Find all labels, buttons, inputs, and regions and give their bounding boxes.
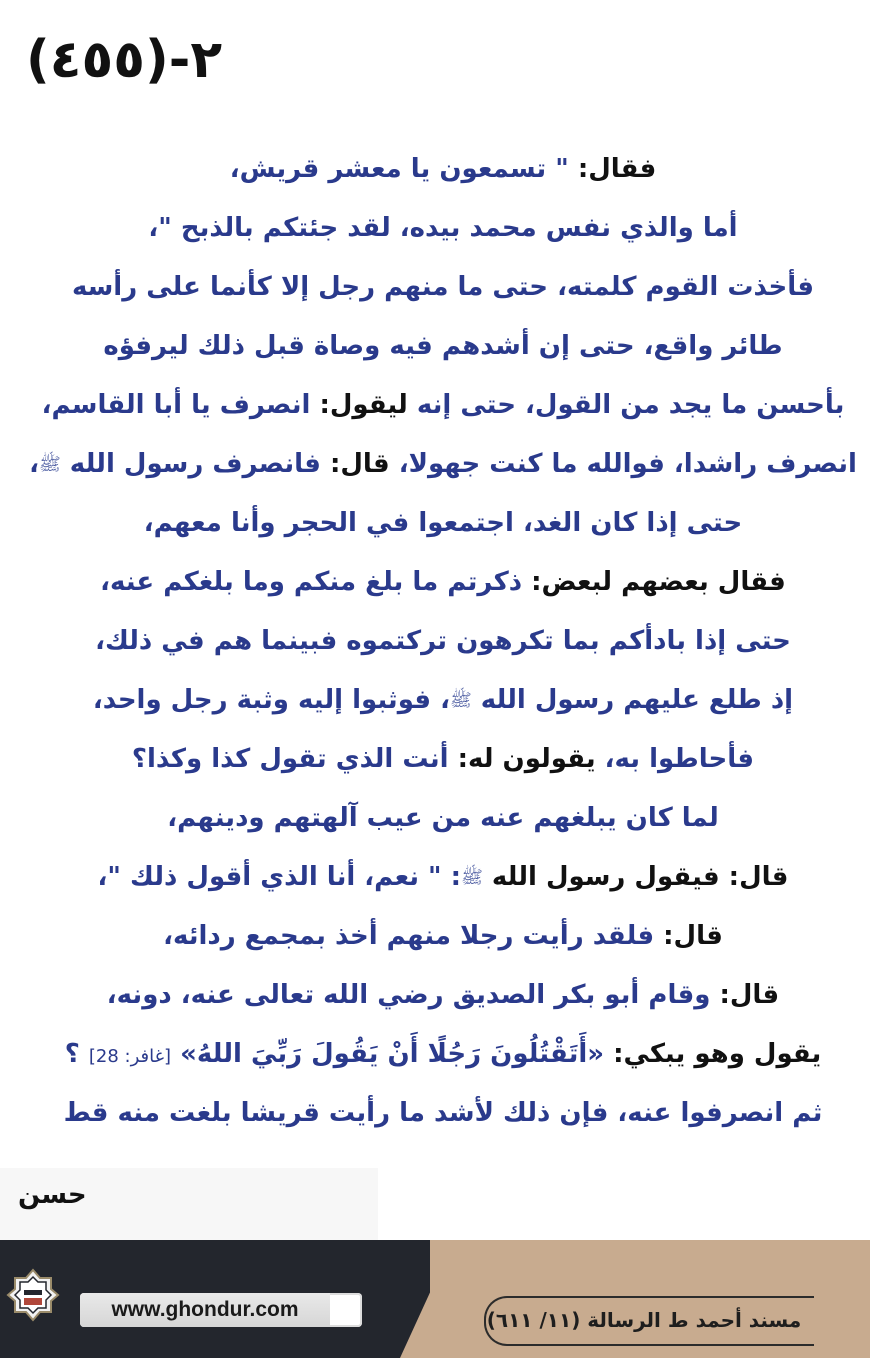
text-segment: انصرف راشدا، فوالله ما كنت جهولا، xyxy=(389,449,857,479)
text-line xyxy=(18,907,868,966)
speaker-phrase: قال: xyxy=(320,449,390,479)
speaker-phrase: قال: xyxy=(654,921,723,951)
text-line xyxy=(18,317,868,376)
text-line xyxy=(18,730,868,789)
speaker-phrase: يقول وهو يبكي: xyxy=(604,1039,822,1069)
honorific-glyph: ﷺ xyxy=(449,690,472,711)
text-line xyxy=(18,1084,868,1143)
page-number: ٢-(٤٥٥) xyxy=(26,30,223,90)
text-line xyxy=(18,789,868,848)
text-segment: : " نعم، أنا الذي أقول ذلك "، xyxy=(97,862,462,892)
text-line xyxy=(18,553,868,612)
source-reference: مسند أحمد ط الرسالة (١١/ ٦١١) xyxy=(486,1308,802,1332)
text-segment: ، xyxy=(29,449,39,479)
text-line xyxy=(18,140,868,199)
text-segment: فأخذت القوم كلمته، حتى ما منهم رجل إلا كأنما على رأسه xyxy=(71,272,815,302)
text-line xyxy=(18,671,868,730)
text-segment: ثم انصرفوا عنه، فإن ذلك لأشد ما رأيت قريشا بلغت منه قط xyxy=(63,1098,823,1128)
text-segment: «أَتَقْتُلُونَ رَجُلًا أَنْ يَقُولَ رَبِّيَ اللهُ» xyxy=(171,1039,605,1069)
speaker-phrase: فقال: xyxy=(568,154,657,184)
website-url[interactable]: www.ghondur.com xyxy=(80,1293,330,1327)
text-line xyxy=(18,376,868,435)
text-segment: وقام أبو بكر الصديق رضي الله تعالى عنه، دونه، xyxy=(106,980,711,1010)
text-segment: ؟ xyxy=(64,1039,89,1069)
hadith-text xyxy=(18,140,868,1143)
text-segment: أنت الذي تقول كذا وكذا؟ xyxy=(131,744,449,774)
text-line xyxy=(18,435,868,494)
text-segment: " تسمعون يا معشر قريش، xyxy=(229,154,569,184)
speaker-phrase: يقولون له: xyxy=(448,744,596,774)
website-link[interactable] xyxy=(80,1293,362,1327)
text-segment: ، فوثبوا إليه وثبة رجل واحد، xyxy=(92,685,450,715)
text-segment: حتى إذا بادأكم بما تكرهون تركتموه فبينما هم في ذلك، xyxy=(95,626,791,656)
text-segment: انصرف يا أبا القاسم، xyxy=(41,390,311,420)
text-line xyxy=(18,612,868,671)
speaker-phrase: فقال بعضهم لبعض: xyxy=(522,567,786,597)
quran-citation: [غافر: 28] xyxy=(88,1046,172,1067)
text-line xyxy=(18,258,868,317)
honorific-glyph: ﷺ xyxy=(39,454,61,475)
hadith-grade: حسن xyxy=(18,1180,87,1210)
text-segment: بأحسن ما يجد من القول، حتى إنه xyxy=(407,390,845,420)
speaker-phrase: قال: فيقول رسول الله xyxy=(482,862,789,892)
text-segment: إذ طلع عليهم رسول الله xyxy=(471,685,794,715)
text-segment: ذكرتم ما بلغ منكم وما بلغكم عنه، xyxy=(100,567,523,597)
text-segment: فانصرف رسول الله xyxy=(60,449,321,479)
speaker-phrase: قال: xyxy=(710,980,780,1010)
text-segment: حتى إذا كان الغد، اجتمعوا في الحجر وأنا معهم، xyxy=(143,508,743,538)
text-segment: أما والذي نفس محمد بيده، لقد جئتكم بالذبح "، xyxy=(148,213,738,243)
text-segment: طائر واقع، حتى إن أشدهم فيه وصاة قبل ذلك ليرفؤه xyxy=(103,331,783,361)
text-segment: فلقد رأيت رجلا منهم أخذ بمجمع ردائه، xyxy=(163,921,655,951)
text-segment: فأحاطوا به، xyxy=(595,744,755,774)
text-line xyxy=(18,848,868,907)
text-segment: لما كان يبلغهم عنه من عيب آلهتهم ودينهم، xyxy=(167,803,719,833)
text-line xyxy=(18,1025,868,1084)
text-line xyxy=(18,494,868,553)
text-line xyxy=(18,199,868,258)
speaker-phrase: ليقول: xyxy=(310,390,408,420)
honorific-glyph: ﷺ xyxy=(461,867,483,888)
ghondur-logo-icon[interactable] xyxy=(6,1268,60,1322)
text-line xyxy=(18,966,868,1025)
